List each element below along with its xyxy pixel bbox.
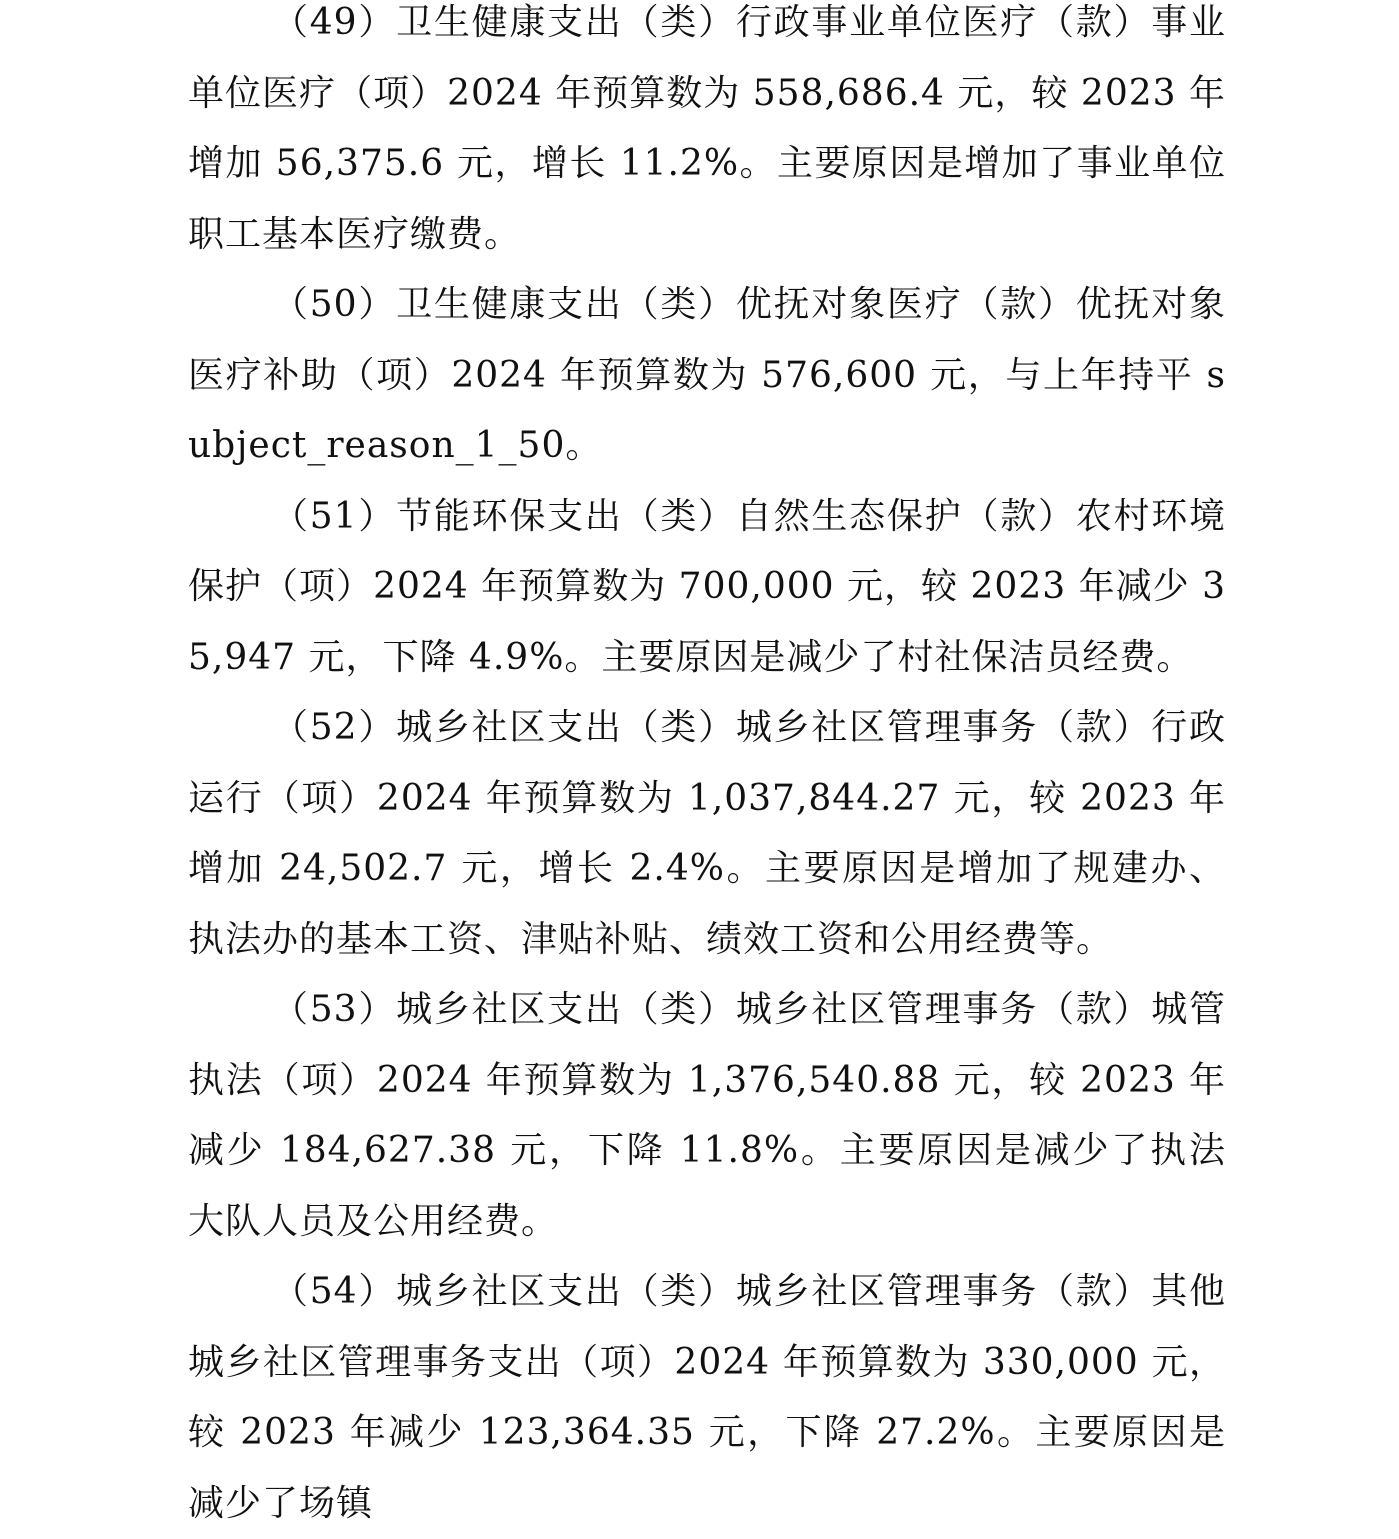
paragraph-54: （54）城乡社区支出（类）城乡社区管理事务（款）其他城乡社区管理事务支出（项）2024 年预算数为 330,000 元，较 2023 年减少 123,364.35 元，下降 27.2%。主要原因是减少了场镇 [188, 1271, 1226, 1524]
paragraph-53: （53）城乡社区支出（类）城乡社区管理事务（款）城管执法（项）2024 年预算数为 1,376,540.88 元，较 2023 年减少 184,627.38 元，下降 11.8%。主要原因是减少了执法大队人员及公用经费。 [188, 989, 1226, 1242]
paragraph-50: （50）卫生健康支出（类）优抚对象医疗（款）优抚对象医疗补助（项）2024 年预算数为 576,600 元，与上年持平 subject_reason_1_50。 [188, 284, 1226, 466]
paragraph-51: （51）节能环保支出（类）自然生态保护（款）农村环境保护（项）2024 年预算数为 700,000 元，较 2023 年减少 35,947 元，下降 4.9%。主要原因是减少了村社保洁员经费。 [188, 495, 1226, 678]
paragraph-52: （52）城乡社区支出（类）城乡社区管理事务（款）行政运行（项）2024 年预算数为 1,037,844.27 元，较 2023 年增加 24,502.7 元，增长 2.4%。主要原因是增加了规建办、执法办的基本工资、津贴补贴、绩效工资和公用经费等。 [188, 707, 1226, 960]
document-body [188, 0, 1226, 1539]
paragraph-49: （49）卫生健康支出（类）行政事业单位医疗（款）事业单位医疗（项）2024 年预算数为 558,686.4 元，较 2023 年增加 56,375.6 元，增长 11.2%。主要原因是增加了事业单位职工基本医疗缴费。 [188, 2, 1226, 255]
